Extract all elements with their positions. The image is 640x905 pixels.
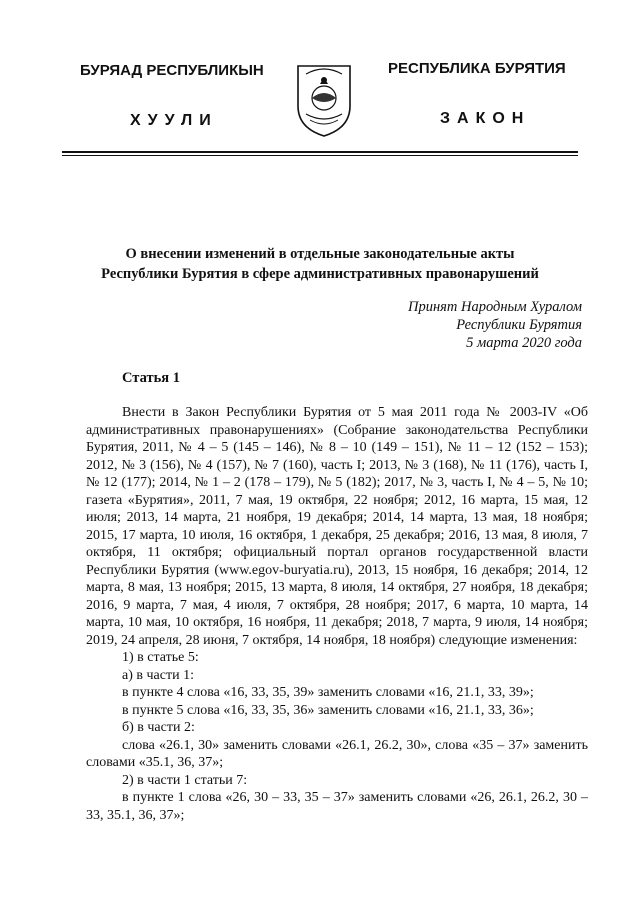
adoption-note — [408, 298, 582, 352]
adoption-line: Принят Народным Хуралом — [407, 299, 582, 315]
document-title-line: О внесении изменений в отдельные законодательные акты — [125, 246, 515, 262]
adoption-line: Республики Бурятия — [456, 317, 582, 333]
adoption-date: 5 марта 2020 года — [466, 335, 582, 351]
header-divider-thin — [62, 155, 578, 156]
amendment-item: 2) в части 1 статьи 7: — [122, 772, 248, 788]
amendment-item: б) в части 2: — [122, 720, 195, 735]
header-divider — [62, 151, 578, 153]
amendment-item: 1) в статье 5: — [122, 650, 199, 665]
amendment-item: в пункте 1 слова «26, 30 – 33, 35 – 37» заменить словами «26, 26.1, 26.2, 30 – 33, 35.1, 36, 37»; — [86, 790, 588, 823]
article-heading: Статья 1 — [122, 370, 180, 386]
amendment-item: в пункте 5 слова «16, 33, 35, 36» заменить словами «16, 21.1, 33, 36»; — [122, 702, 534, 718]
header-left-type: ХУУЛИ — [130, 112, 218, 129]
document-title — [60, 244, 580, 284]
header-right-type: ЗАКОН — [440, 110, 531, 127]
article-intro-paragraph: Внести в Закон Республики Бурятия от 5 мая 2011 года № 2003-IV «Об административных правонарушениях» (Собрание законодательства Республики Бурятия, 2011, № 4 – 5 (145 – 146), № 8 – 10 (149 – 151), № 11 – 12 (152 – 153); 2012, № 3 (156), № 4 (157), № 7 (160), часть I; 2013, № 3 (168), № 11 (176), часть I, № 12 (177); 2014, № 1 – 2 (178 – 179), № 5 (182); 2017, № 3, часть I, № 4 – 5, № 10; газета «Бурятия», 2011, 7 мая, 19 октября, 22 ноября; 2012, 16 марта, 15 мая, 12 июля; 2013, 14 марта, 21 ноября, 19 декабря; 2014, 14 марта, 13 мая, 18 ноября; 2015, 17 марта, 10 июля, 16 октября, 1 декабря, 25 декабря; 2016, 13 мая, 8 июля, 7 октября, 11 октября; официальный портал органов государственной власти Республики Бурятия (www.egov-buryatia.ru), 2013, 15 ноября, 16 декабря; 2014, 12 марта, 8 мая, 13 ноября; 2015, 13 марта, 8 июля, 14 октября, 27 ноября, 18 декабря; 2016, 9 марта, 7 мая, 4 июля, 7 октября, 28 ноября; 2017, 6 марта, 10 марта, 14 марта, 10 мая, 10 октября, 16 ноября, 11 декабря; 2018, 7 марта, 9 июля, 14 ноября; 2019, 24 апреля, 28 июня, 7 октября, 14 ноября, 18 ноября) следующие изменения: — [86, 405, 588, 648]
header-right-name: РЕСПУБЛИКА БУРЯТИЯ — [388, 60, 566, 77]
document-title-line: Республики Бурятия в сфере административных правонарушений — [101, 266, 539, 282]
amendment-item: слова «26.1, 30» заменить словами «26.1, 26.2, 30», слова «35 – 37» заменить словами «35.1, 36, 37»; — [86, 737, 588, 770]
amendment-item: в пункте 4 слова «16, 33, 35, 39» заменить словами «16, 21.1, 33, 39»; — [122, 685, 534, 700]
header-left-name: БУРЯАД РЕСПУБЛИКЫН — [80, 62, 264, 79]
republic-coat-of-arms-icon — [294, 62, 354, 138]
article-body — [86, 404, 588, 824]
amendment-item: а) в части 1: — [122, 667, 194, 683]
